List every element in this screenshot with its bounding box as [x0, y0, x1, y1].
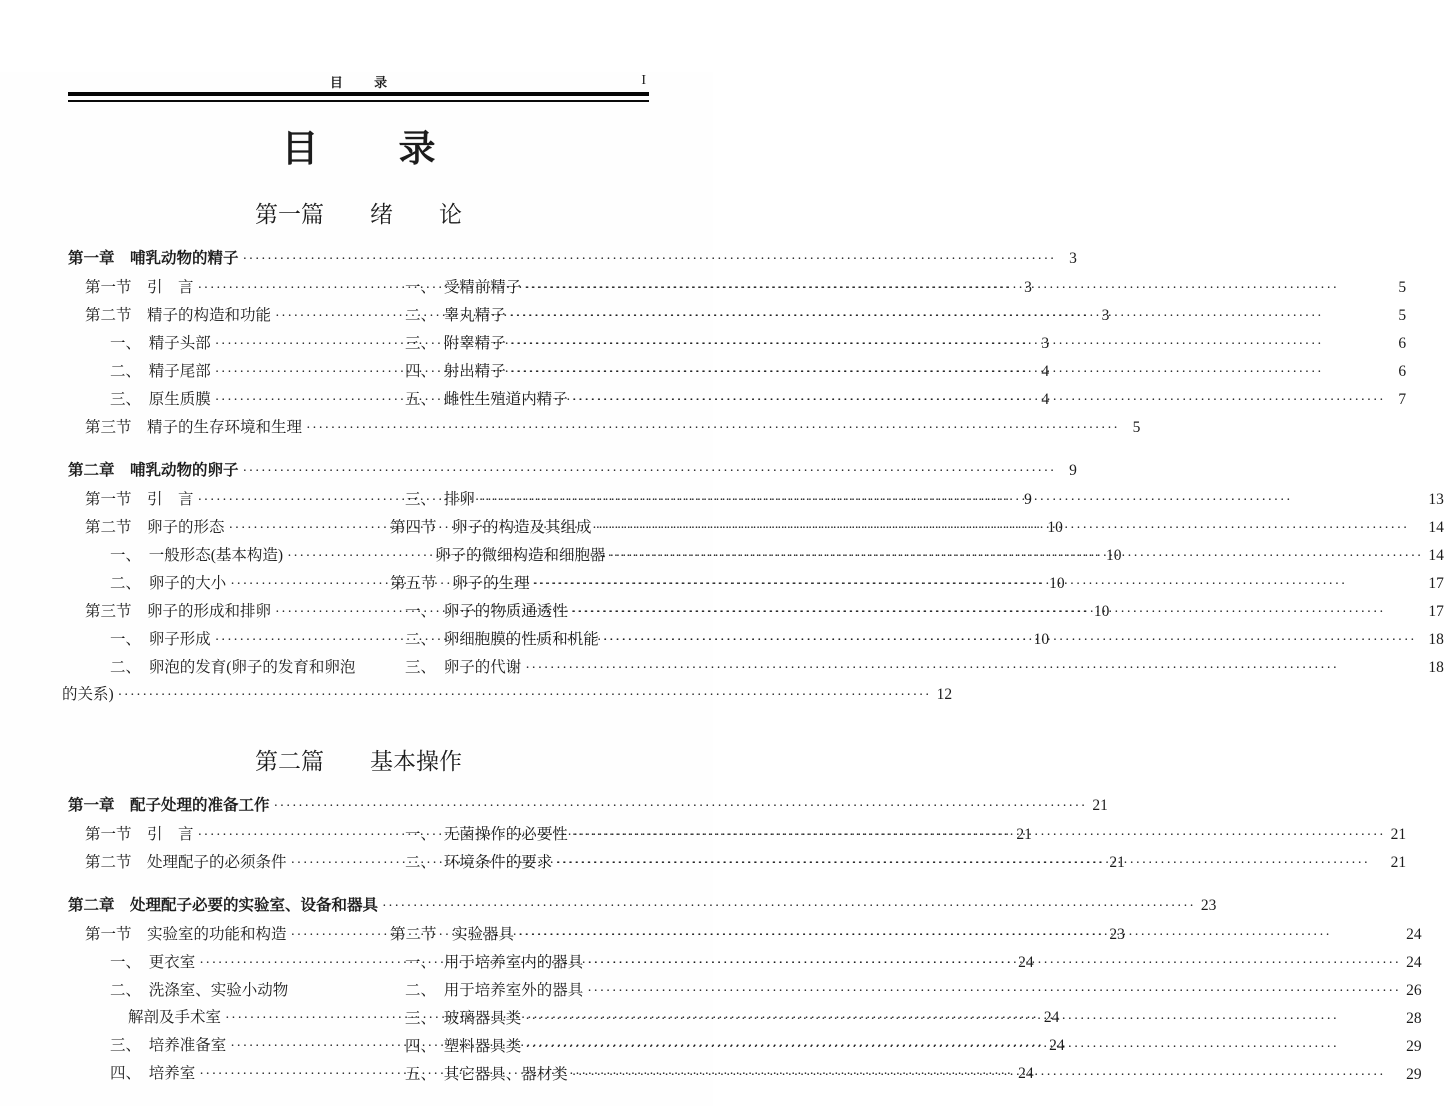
entry-label: 卵子的微细构造和细胞器 — [435, 547, 606, 565]
entry-page-number: 14 — [1428, 519, 1444, 537]
entry-page-number: 13 — [1428, 491, 1444, 509]
part-title-segment: 绪 — [370, 202, 393, 228]
dot-leader — [514, 921, 1404, 949]
toc-entry — [390, 358, 1406, 386]
toc-columns — [68, 821, 1407, 877]
entry-label: 第一节 引 言 — [85, 491, 194, 509]
dot-leader — [521, 654, 1426, 682]
toc-columns — [68, 921, 1422, 1089]
entry-label: 三、 卵子的代谢 — [405, 659, 522, 677]
toc-body — [62, 200, 1444, 1089]
entry-page-number: 10 — [1049, 575, 1065, 593]
entry-page-number: 29 — [1406, 1066, 1422, 1084]
entry-label: 一、 受精前精子 — [405, 279, 522, 297]
entry-label: 第二节 处理配子的必须条件 — [85, 854, 287, 872]
chapter-block — [68, 891, 1422, 1089]
entry-page-number: 21 — [1390, 826, 1407, 844]
dot-leader — [302, 414, 1122, 442]
entry-page-number: 21 — [1390, 854, 1407, 872]
entry-label: 的关系) — [62, 686, 114, 704]
dot-leader — [378, 891, 1198, 921]
entry-label: 二、 环境条件的要求 — [405, 854, 553, 872]
entry-label: 第三节 卵子的形成和排卵 — [85, 603, 272, 621]
entry-page-number: 24 — [1049, 1037, 1065, 1055]
entry-page-number: 21 — [1016, 826, 1032, 844]
toc-column-right — [390, 821, 1406, 877]
entry-page-number: 10 — [1105, 547, 1122, 565]
entry-label: 第一节 引 言 — [85, 279, 194, 297]
entry-label: 二、 洗涤室、实验小动物 — [110, 982, 289, 1000]
entry-label: 四、 射出精子 — [405, 363, 506, 381]
toc-entry — [390, 330, 1406, 358]
toc-entry — [390, 626, 1444, 654]
entry-label: 三、 附睾精子 — [405, 335, 506, 353]
entry-label: 二、 睾丸精子 — [405, 307, 506, 325]
dot-leader — [592, 514, 1426, 542]
toc-entry — [390, 302, 1406, 330]
dot-leader — [568, 821, 1388, 849]
entry-label: 一、 精子头部 — [110, 335, 211, 353]
toc-entry — [390, 570, 1444, 598]
chapter-page-number: 23 — [1200, 897, 1217, 915]
page-header — [68, 72, 649, 90]
scanned-toc-page — [0, 72, 1444, 1106]
dot-leader — [552, 849, 1388, 877]
dot-leader — [506, 358, 1388, 386]
entry-page-number: 4 — [1041, 391, 1050, 409]
part-title-segment: 第一篇 — [255, 202, 324, 228]
toc-entry — [390, 514, 1444, 542]
entry-page-number: 17 — [1428, 603, 1444, 621]
entry-page-number: 9 — [1024, 491, 1032, 509]
dot-leader — [530, 570, 1426, 598]
entry-page-number: 29 — [1406, 1038, 1422, 1056]
entry-page-number: 14 — [1428, 547, 1444, 565]
toc-column-right — [390, 274, 1406, 414]
entry-page-number: 28 — [1406, 1010, 1422, 1028]
entry-page-number: 26 — [1406, 982, 1422, 1000]
entry-page-number: 3 — [1101, 307, 1110, 325]
dot-leader — [568, 386, 1388, 414]
toc-entry — [390, 849, 1406, 877]
entry-page-number: 24 — [1406, 954, 1422, 972]
toc-entry — [390, 821, 1406, 849]
entry-page-number: 24 — [1043, 1009, 1060, 1027]
dot-leader — [239, 456, 1059, 486]
toc-main-title — [68, 128, 649, 172]
toc-entry — [390, 977, 1422, 1005]
toc-entry — [390, 598, 1444, 626]
entry-label: 四、 培养室 — [110, 1065, 196, 1083]
entry-label: 五、 其它器具、器材类 — [405, 1066, 568, 1084]
chapter-row — [68, 456, 1077, 486]
entry-page-number: 12 — [936, 686, 953, 704]
chapter-block — [68, 244, 1407, 442]
entry-page-number: 3 — [1041, 335, 1050, 353]
entry-label: 五、 雌性生殖道内精子 — [405, 391, 568, 409]
entry-page-number: 6 — [1398, 335, 1407, 353]
chapter-page-number: 21 — [1092, 797, 1108, 815]
chapter-row — [68, 791, 1108, 821]
dot-leader — [506, 330, 1388, 358]
chapter-title: 第一章 哺乳动物的精子 — [68, 250, 239, 268]
part-title — [68, 747, 649, 777]
entry-page-number: 17 — [1428, 575, 1444, 593]
entry-label: 解剖及手术室 — [128, 1009, 222, 1027]
toc-entry — [68, 977, 356, 1004]
entry-page-number: 5 — [1398, 279, 1407, 297]
chapter-block — [62, 456, 1444, 709]
entry-label: 第四节 卵子的构造及其组成 — [390, 519, 592, 537]
dot-leader — [239, 244, 1059, 274]
toc-entry — [62, 681, 953, 709]
entry-label: 二、 卵泡的发育(卵子的发育和卵泡 — [110, 659, 356, 677]
entry-page-number: 24 — [1018, 954, 1034, 972]
toc-columns — [68, 274, 1407, 442]
part-title — [68, 200, 649, 230]
entry-page-number: 5 — [1132, 419, 1141, 437]
chapter-title: 第二章 处理配子必要的实验室、设备和器具 — [68, 897, 379, 915]
entry-page-number: 21 — [1109, 854, 1125, 872]
chapter-page-number: 3 — [1069, 250, 1077, 268]
dot-leader — [521, 1033, 1403, 1061]
toc-entry — [390, 921, 1422, 949]
entry-label: 一、 更衣室 — [110, 954, 196, 972]
entry-label: 第二节 卵子的形态 — [85, 519, 225, 537]
entry-label: 一、 用于培养室内的器具 — [405, 954, 584, 972]
entry-label: 四、 塑料器具类 — [405, 1038, 522, 1056]
entry-label: 二、 卵子的大小 — [110, 575, 227, 593]
folio-page-number: I — [641, 73, 647, 88]
entry-label: 一、 无菌操作的必要性 — [405, 826, 568, 844]
entry-label: 三、 原生质膜 — [110, 391, 211, 409]
toc-entry — [390, 1005, 1422, 1033]
toc-entry — [390, 1061, 1422, 1089]
part-title-segment: 基本操作 — [370, 749, 462, 775]
entry-label: 三、 排卵 — [405, 491, 475, 509]
part-title-segment: 论 — [439, 202, 462, 228]
entry-page-number: 24 — [1406, 926, 1422, 944]
dot-leader — [521, 1005, 1403, 1033]
dot-leader — [475, 486, 1426, 514]
entry-label: 二、 用于培养室外的器具 — [405, 982, 584, 1000]
entry-label: 第二节 实验器具 — [390, 926, 515, 944]
chapter-row — [68, 891, 1217, 921]
entry-label: 一、 卵子形成 — [110, 631, 211, 649]
entry-page-number: 4 — [1041, 363, 1050, 381]
toc-title-char: 目 — [281, 129, 319, 170]
entry-label: 一、 一般形态(基本构造) — [110, 547, 284, 565]
entry-page-number: 18 — [1428, 631, 1444, 649]
entry-label: 三、 玻璃器具类 — [405, 1010, 522, 1028]
toc-entry — [390, 386, 1406, 414]
entry-label: 三、 培养准备室 — [110, 1037, 227, 1055]
header-rule — [68, 92, 649, 102]
running-title: 目 录 — [329, 75, 402, 90]
entry-page-number: 10 — [1047, 519, 1063, 537]
chapter-block — [68, 791, 1407, 877]
toc-entry — [390, 542, 1444, 570]
toc-entry — [68, 654, 356, 681]
dot-leader — [270, 791, 1090, 821]
entry-label: 一、 卵子的物质通透性 — [405, 603, 568, 621]
chapter-title: 第二章 哺乳动物的卵子 — [68, 462, 239, 480]
toc-entry — [390, 1033, 1422, 1061]
dot-leader — [583, 949, 1403, 977]
entry-label: 第一节 引 言 — [85, 826, 194, 844]
chapter-row — [68, 244, 1077, 274]
entry-page-number: 10 — [1033, 631, 1050, 649]
dot-leader — [606, 542, 1426, 570]
entry-label: 二、 卵细胞膜的性质和机能 — [405, 631, 599, 649]
dot-leader — [506, 302, 1388, 330]
entry-label: 第五节 卵子的生理 — [390, 575, 530, 593]
toc-entry — [390, 274, 1406, 302]
dot-leader — [583, 977, 1403, 1005]
dot-leader — [568, 598, 1426, 626]
toc-entry — [390, 486, 1444, 514]
toc-column-right — [390, 486, 1444, 682]
dot-leader — [568, 1061, 1404, 1089]
entry-page-number: 24 — [1018, 1065, 1034, 1083]
toc-entry — [390, 654, 1444, 682]
toc-column-right — [390, 921, 1422, 1089]
entry-page-number: 18 — [1428, 659, 1444, 677]
entry-label: 第二节 精子的构造和功能 — [85, 307, 272, 325]
entry-page-number: 6 — [1398, 363, 1407, 381]
entry-label: 二、 精子尾部 — [110, 363, 211, 381]
dot-leader — [599, 626, 1426, 654]
part-title-segment: 第二篇 — [255, 749, 324, 775]
toc-entry — [390, 949, 1422, 977]
toc-entry — [68, 414, 1141, 442]
entry-page-number: 5 — [1398, 307, 1407, 325]
toc-columns — [62, 486, 1444, 709]
entry-page-number: 10 — [1093, 603, 1110, 621]
chapter-title: 第一章 配子处理的准备工作 — [68, 797, 270, 815]
entry-page-number: 7 — [1398, 391, 1407, 409]
entry-label: 第一节 实验室的功能和构造 — [85, 926, 287, 944]
dot-leader — [114, 681, 934, 709]
entry-label: 第三节 精子的生存环境和生理 — [85, 419, 303, 437]
page-content — [0, 72, 1444, 1089]
dot-leader — [521, 274, 1388, 302]
entry-page-number: 3 — [1024, 279, 1032, 297]
chapter-page-number: 9 — [1069, 462, 1077, 480]
entry-page-number: 23 — [1109, 926, 1125, 944]
toc-title-char: 录 — [398, 129, 436, 170]
